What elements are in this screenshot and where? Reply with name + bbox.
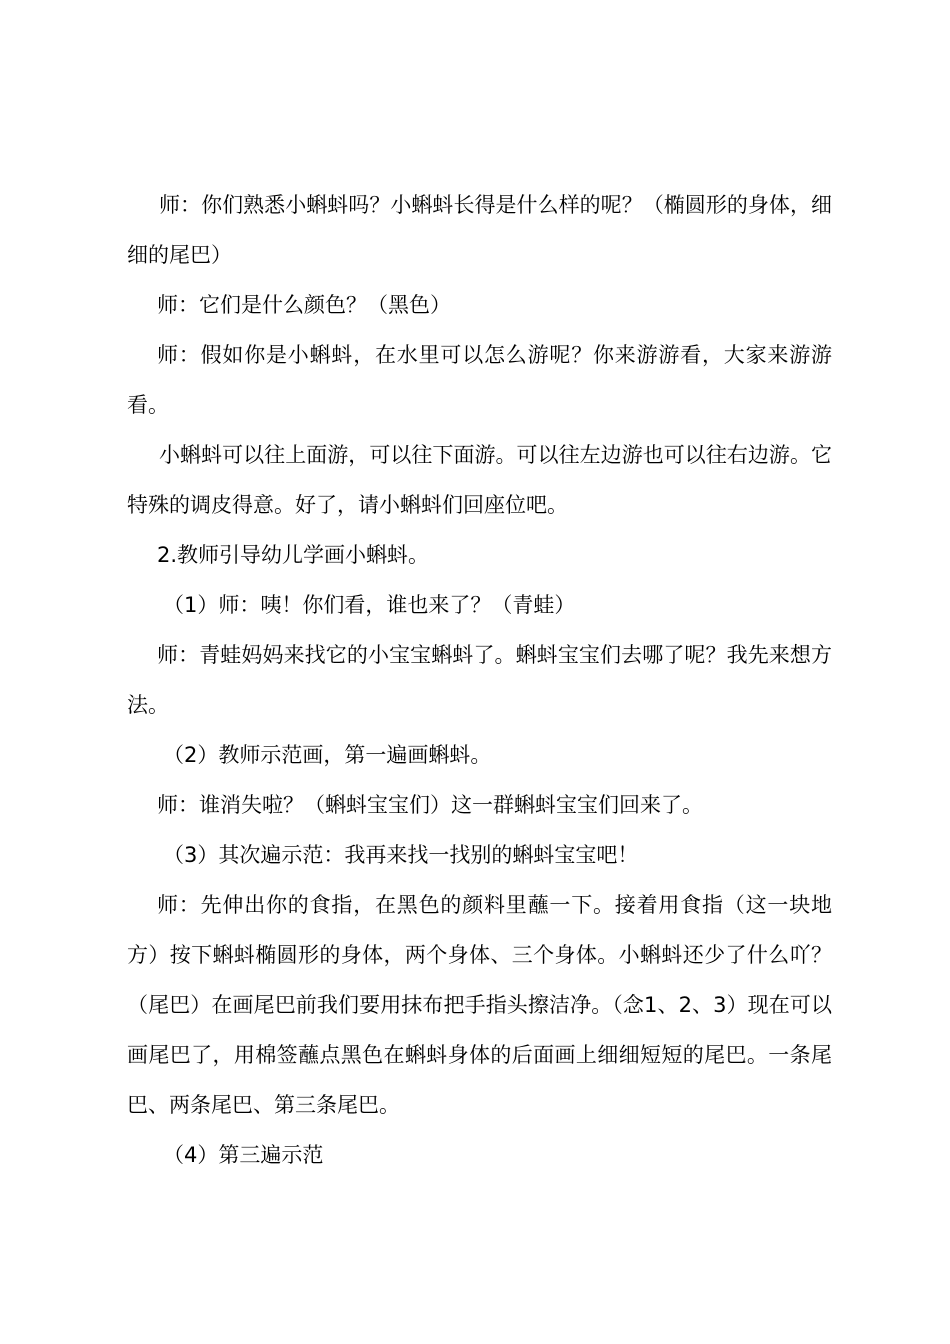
- paragraph-1: 师：你们熟悉小蝌蚪吗？小蝌蚪长得是什么样的呢？（椭圆形的身体，细细的尾巴）: [127, 193, 832, 267]
- paragraph-4: 小蝌蚪可以往上面游，可以往下面游。可以往左边游也可以往右边游。它特殊的调皮得意。好了，请小蝌蚪们回座位吧。: [127, 443, 832, 517]
- paragraph-9: 师：谁消失啦？（蝌蚪宝宝们）这一群蝌蚪宝宝们回来了。: [157, 793, 703, 817]
- paragraph-6: （1）师：咦！你们看，谁也来了？（青蛙）: [163, 593, 576, 617]
- paragraph-2: 师：它们是什么颜色？（黑色）: [157, 293, 451, 317]
- document-body: [127, 180, 832, 1180]
- paragraph-11: 师：先伸出你的食指，在黑色的颜料里蘸一下。接着用食指（这一块地方）按下蝌蚪椭圆形的身体，两个身体、三个身体。小蝌蚪还少了什么吖？（尾巴）在画尾巴前我们要用抹布把手指头擦洁净。（念1、2、3）现在可以画尾巴了，用棉签蘸点黑色在蝌蚪身体的后面画上细细短短的尾巴。一条尾巴、两条尾巴、第三条尾巴。: [127, 893, 832, 1117]
- paragraph-10: （3）其次遍示范：我再来找一找别的蝌蚪宝宝吧！: [163, 843, 639, 867]
- paragraph-7: 师：青蛙妈妈来找它的小宝宝蝌蚪了。蝌蚪宝宝们去哪了呢？我先来想方法。: [127, 643, 832, 717]
- paragraph-8: （2）教师示范画，第一遍画蝌蚪。: [163, 743, 492, 767]
- paragraph-3: 师：假如你是小蝌蚪，在水里可以怎么游呢？你来游游看，大家来游游看。: [127, 343, 832, 417]
- paragraph-5: 2.教师引导幼儿学画小蝌蚪。: [157, 543, 430, 567]
- paragraph-12: （4）第三遍示范: [163, 1143, 324, 1167]
